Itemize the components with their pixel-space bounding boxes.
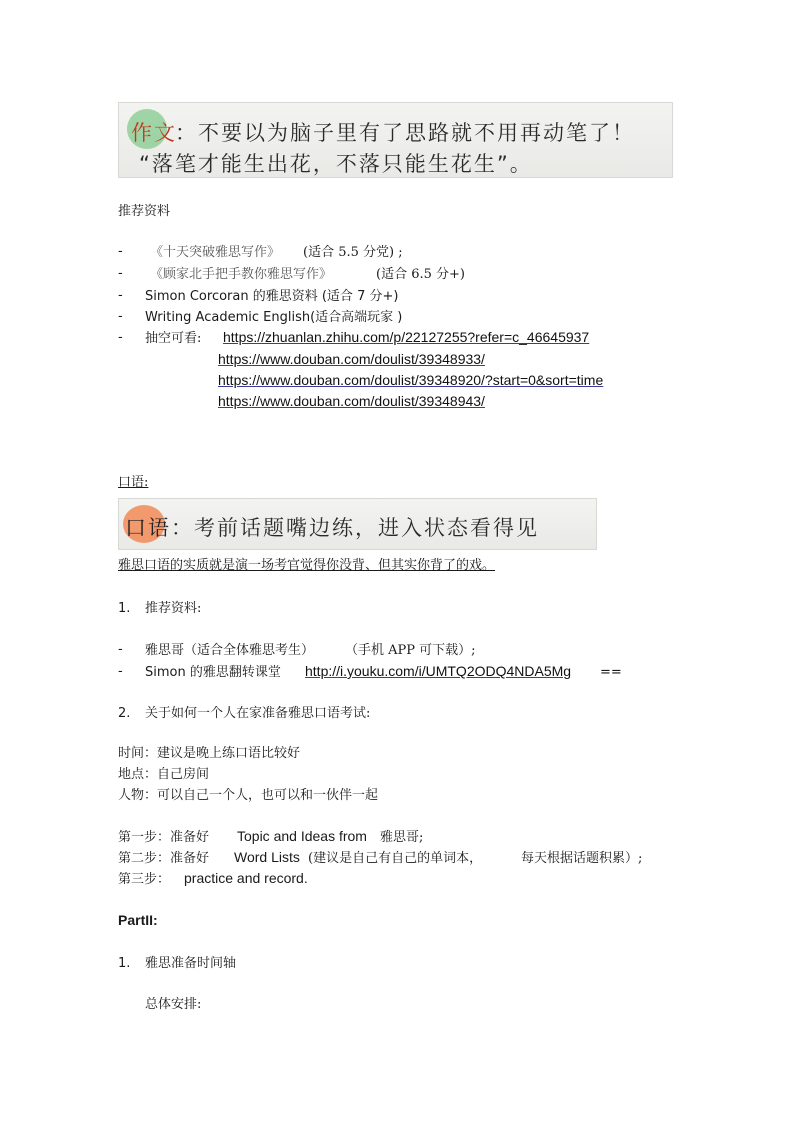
list-bullet: - xyxy=(118,642,123,657)
time-line: 时间：建议是晚上练口语比较好 xyxy=(118,746,301,761)
overall-plan-label: 总体安排: xyxy=(145,997,202,1012)
step2-label: 第二步：准备好 xyxy=(118,851,210,866)
step3-english: practice and record. xyxy=(184,870,308,886)
list-bullet: - xyxy=(118,309,123,324)
writing-banner-line1: ：不要以为脑子里有了思路就不用再动笔了！ xyxy=(175,121,635,145)
link-youku[interactable]: http://i.youku.com/i/UMTQ2ODQ4NDA5Mg xyxy=(305,663,572,679)
list-bullet: - xyxy=(118,664,123,679)
list-bullet: - xyxy=(118,266,123,281)
speaking-banner-label: 口语 xyxy=(125,516,171,540)
writing-banner-image xyxy=(118,102,673,178)
step1-english: Topic and Ideas from xyxy=(237,828,367,844)
speaking-banner-image xyxy=(118,498,597,550)
list-bullet: - xyxy=(118,244,123,259)
step2-tail2: 每天根据话题积累）; xyxy=(521,851,643,866)
link-douban-2[interactable]: https://www.douban.com/doulist/39348920/?start=0&sort=time xyxy=(218,372,604,388)
list-item: 《十天突破雅思写作》 xyxy=(150,245,281,260)
section-number: 1. xyxy=(118,956,131,971)
list-item-note: (适合 5.5 分党) ; xyxy=(303,245,403,260)
list-item: Simon 的雅思翻转课堂 xyxy=(145,665,281,680)
section-title: 关于如何一个人在家准备雅思口语考试: xyxy=(145,706,371,721)
step2-english: Word Lists xyxy=(234,849,300,865)
section-number: 1. xyxy=(118,601,131,616)
list-bullet: - xyxy=(118,288,123,303)
section-number: 2. xyxy=(118,706,131,721)
link-douban-1[interactable]: https://www.douban.com/doulist/39348933/ xyxy=(218,351,485,367)
section-title: 雅思准备时间轴 xyxy=(145,956,237,971)
step3-label: 第三步： xyxy=(118,872,171,887)
step1-label: 第一步：准备好 xyxy=(118,830,210,845)
speaking-heading: 口语: xyxy=(118,475,149,490)
step2-tail: (建议是自己有自己的单词本， xyxy=(308,851,483,866)
speaking-banner-text: ：考前话题嘴边练，进入状态看得见 xyxy=(171,516,539,540)
link-zhihu[interactable]: https://zhuanlan.zhihu.com/p/22127255?refer=c_46645937 xyxy=(223,329,590,345)
part2-title: PartII: xyxy=(118,912,158,928)
link-douban-3[interactable]: https://www.douban.com/doulist/39348943/ xyxy=(218,393,485,409)
section-title: 推荐资料: xyxy=(145,601,202,616)
list-item: Writing Academic English(适合高端玩家 ) xyxy=(145,310,403,325)
list-item: Simon Corcoran 的雅思资料 (适合 7 分+) xyxy=(145,289,399,304)
writing-banner-line2: “落笔才能生出花，不落只能生花生”。 xyxy=(139,152,533,176)
speaking-quote: 雅思口语的实质就是演一场考官觉得你没背、但其实你背了的戏。 xyxy=(118,558,496,573)
recommended-heading: 推荐资料 xyxy=(118,204,171,219)
list-item-note: （手机 APP 可下载）; xyxy=(345,643,476,658)
list-item: 雅思哥（适合全体雅思考生） xyxy=(145,643,315,658)
links-label: 抽空可看: xyxy=(145,331,202,346)
list-item: 《顾家北手把手教你雅思写作》 xyxy=(150,267,333,282)
people-line: 人物：可以自己一个人，也可以和一伙伴一起 xyxy=(118,788,379,803)
link-suffix: == xyxy=(600,665,622,680)
list-item-note: (适合 6.5 分+) xyxy=(376,267,465,282)
list-bullet: - xyxy=(118,330,123,345)
place-line: 地点：自己房间 xyxy=(118,767,210,782)
step1-tail: 雅思哥; xyxy=(380,830,424,845)
writing-banner-label: 作文 xyxy=(131,121,177,145)
